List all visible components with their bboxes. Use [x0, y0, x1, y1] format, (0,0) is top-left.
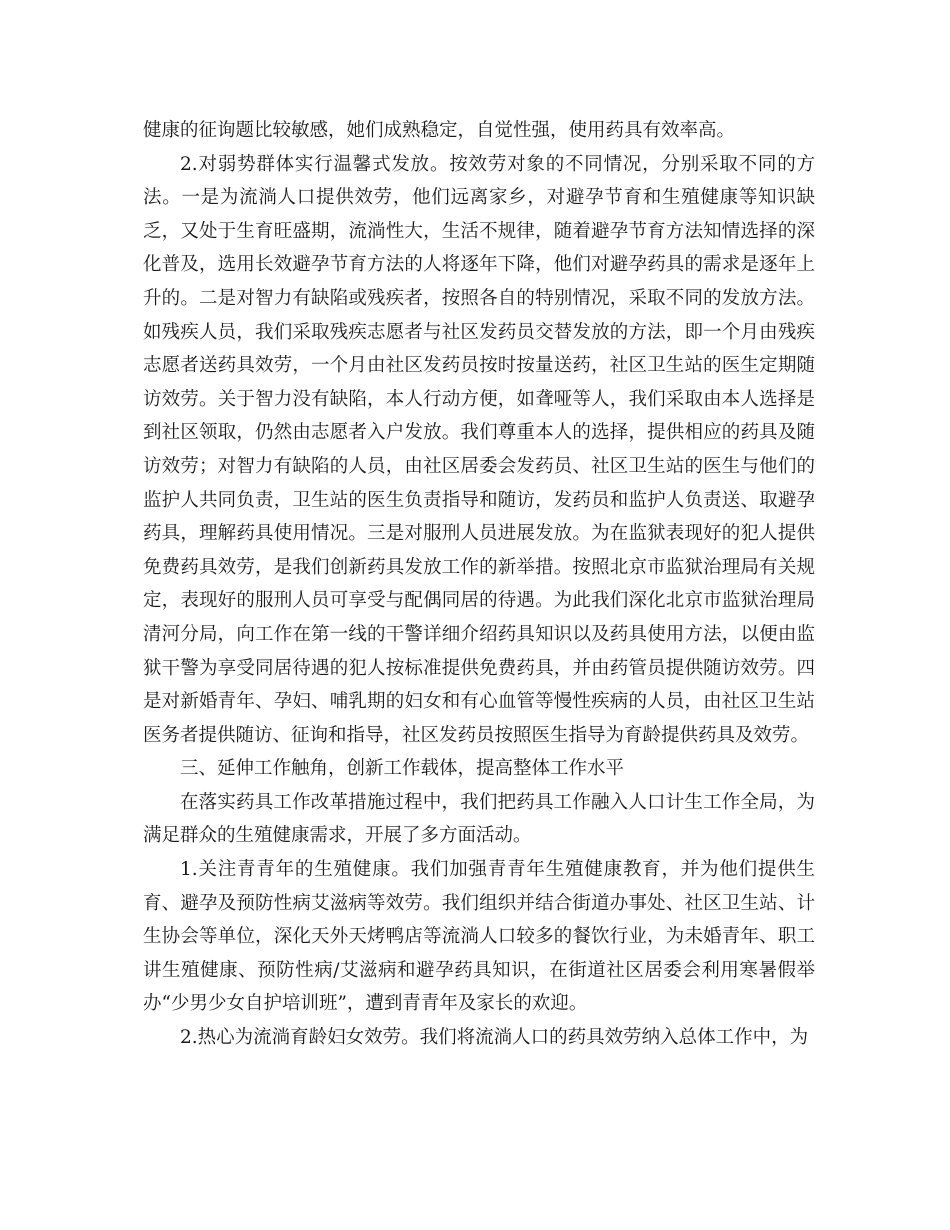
paragraph-3: 在落实药具工作改革措施过程中，我们把药具工作融入人口计生工作全局，为满足群众的生殖健康需求，开展了多方面活动。 [143, 791, 815, 847]
paragraph-2: 2.对弱势群体实行温馨式发放。按效劳对象的不同情况，分别采取不同的方法。一是为流淌人口提供效劳，他们远离家乡，对避孕节育和生殖健康等知识缺乏，又处于生育旺盛期，流淌性大，生活不规律，随着避孕节育方法知情选择的深化普及，选用长效避孕节育方法的人将逐年下降，他们对避孕药具的需求是逐年上升的。二是对智力有缺陷或残疾者，按照各自的特别情况，采取不同的发放方法。如残疾人员，我们采取残疾志愿者与社区发药员交替发放的方法，即一个月由残疾志愿者送药具效劳，一个月由社区发药员按时按量送药，社区卫生站的医生定期随访效劳。关于智力没有缺陷，本人行动方便，如聋哑等人，我们采取由本人选择是到社区领取，仍然由志愿者入户发放。我们尊重本人的选择，提供相应的药具及随访效劳；对智力有缺陷的人员，由社区居委会发药员、社区卫生站的医生与他们的监护人共同负责，卫生站的医生负责指导和随访，发药员和监护人负责送、取避孕药具，理解药具使用情况。三是对服刑人员进展发放。为在监狱表现好的犯人提供免费药具效劳，是我们创新药具发放工作的新举措。按照北京市监狱治理局有关规定，表现好的服刑人员可享受与配偶同居的待遇。为此我们深化北京市监狱治理局清河分局，向工作在第一线的干警详细介绍药具知识以及药具使用方法，以便由监狱干警为享受同居待遇的犯人按标准提供免费药具，并由药管员提供随访效劳。四是对新婚青年、孕妇、哺乳期的妇女和有心血管等慢性疾病的人员，由社区卫生站医务者提供随访、征询和指导，社区发药员按照医生指导为育龄提供药具及效劳。 [143, 153, 815, 746]
paragraph-4: 1.关注青青年的生殖健康。我们加强青青年生殖健康教育，并为他们提供生育、避孕及预防性病艾滋病等效劳。我们组织并结合街道办事处、社区卫生站、计生协会等单位，深化天外天烤鸭店等流淌人口较多的餐饮行业，为未婚青年、职工讲生殖健康、预防性病/艾滋病和避孕药具知识，在街道社区居委会利用寒暑假举办“少男少女自护培训班”，遭到青青年及家长的欢迎。 [143, 859, 815, 1015]
document-body [143, 114, 815, 1055]
paragraph-5: 2.热心为流淌育龄妇女效劳。我们将流淌人口的药具效劳纳入总体工作中，为 [180, 1027, 809, 1049]
paragraph-1: 健康的征询题比较敏感，她们成熟稳定，自觉性强，使用药具有效率高。 [143, 120, 736, 141]
section-heading: 三、延伸工作触角，创新工作载体，提高整体工作水平 [180, 758, 625, 780]
